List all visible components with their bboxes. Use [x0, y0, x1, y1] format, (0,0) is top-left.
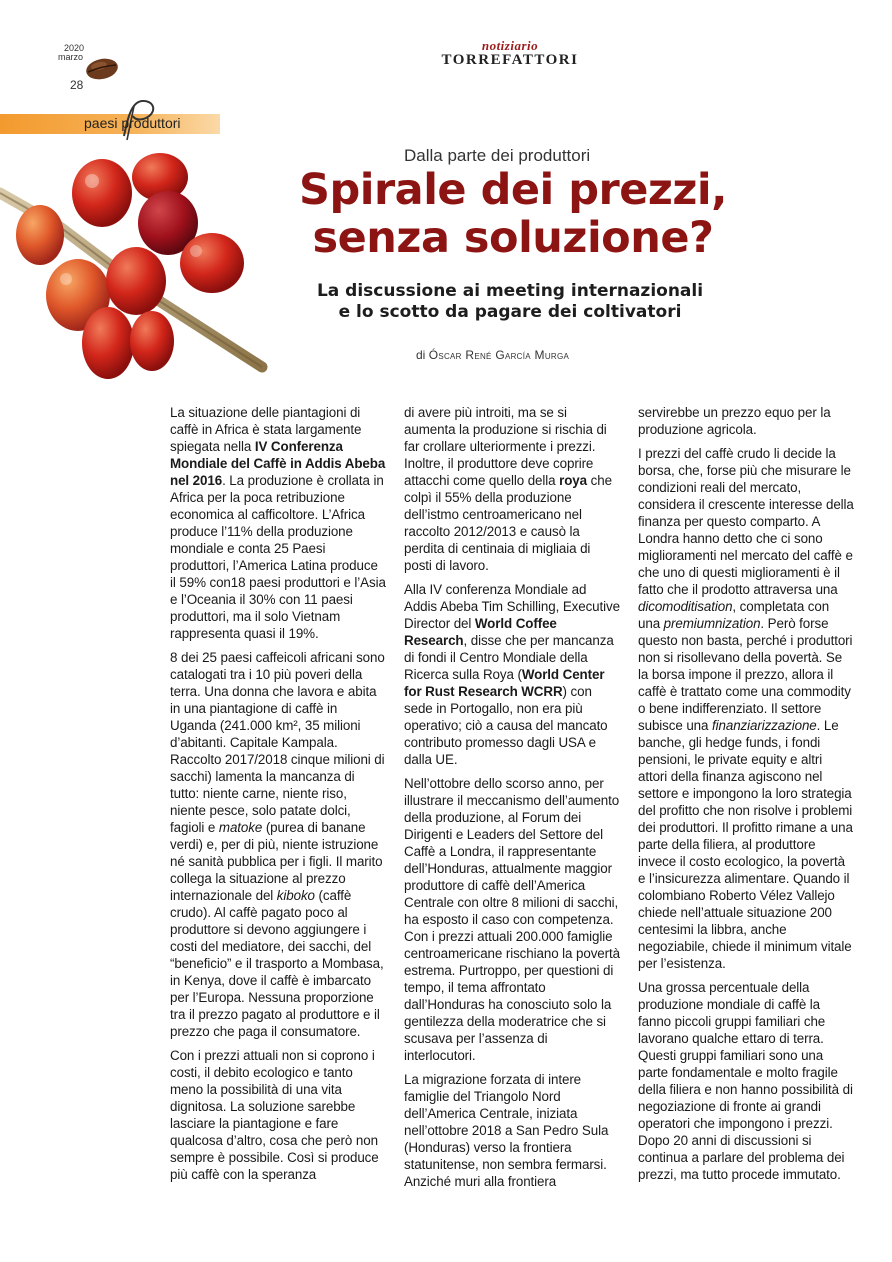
text-run: di avere più introiti, ma se si aumenta la produzione si rischia di far crollare ulteriormente i prezzi. Inoltre, il produttore deve coprire attacchi come quello della	[404, 405, 607, 488]
text-run: servirebbe un prezzo equo per la produzione agricola.	[638, 405, 831, 437]
text-run: che colpì il 55% della produzione dell’istmo centroamericano nel raccolto 2012/2013 e causò la perdita di centinaia di migliaia di posti di lavoro.	[404, 473, 612, 573]
text-run: La migrazione forzata di intere famiglie del Triangolo Nord dell’America Centrale, iniziata nell’ottobre 2018 a San Pedro Sula (Honduras) verso la frontiera statunitense, non sembra fermarsi. Anziché muri alla frontiera	[404, 1072, 609, 1189]
text-run: La situazione delle piantagioni di caffè in Africa è stata largamente spiegata nella	[170, 405, 362, 454]
text-run: (caffè crudo). Al caffè pagato poco al produttore si devono aggiungere i costi del mediatore, dei sacchi, del “beneficio” e il trasporto a Mombasa, in Kenya, dove il caffè è imbarcato per l’Europa. Nessuna proporzione tra il prezzo pagato al produttore e il prezzo che paga il consumatore.	[170, 888, 384, 1039]
text-run: Alla IV conferenza Mondiale ad Addis Abeba Tim Schilling, Executive Director del	[404, 582, 620, 631]
magazine-logo-small: notiziario	[481, 38, 539, 53]
byline-prefix: di	[416, 348, 426, 362]
bold-text: roya	[559, 473, 587, 488]
article-title	[278, 166, 748, 262]
paragraph	[404, 581, 620, 768]
article-column-2	[404, 404, 620, 1197]
article-subtitle-line1: La discussione ai meeting internazionali	[316, 281, 704, 301]
article-title-line2: senza soluzione?	[312, 213, 714, 263]
text-run: I prezzi del caffè crudo li decide la borsa, che, forse più che misurare le condizioni reali del mercato, considera il crescente interesse della finanza per questo comparto. A Londra hanno detto che ci sono miglioramenti nel mercato del caffè e che uno di questi miglioramenti è il fatto che il prodotto attraversa una	[638, 446, 854, 597]
bold-text: World Coffee Research	[404, 616, 557, 648]
section-label: paesi produttori	[84, 115, 181, 131]
italic-text: kiboko	[276, 888, 315, 903]
text-run: , disse che per mancanza di fondi il Centro Mondiale della Ricerca sulla Roya (	[404, 633, 614, 682]
text-run: (purea di banane verdi) e, per di più, niente istruzione né sanità pubblica per i figli. Il marito collega la situazione al prezzo internazionale del	[170, 820, 383, 903]
text-run: 8 dei 25 paesi caffeicoli africani sono catalogati tra i 10 più poveri della terra. Una donna che lavora e abita in una piantagione di caffè in Uganda (241.000 km², 35 milioni d’abitanti. Capitale Kampala. Raccolto 2017/2018 cinque milioni di sacchi) lamenta la mancanza di tutto: niente carne, niente riso, niente pesce, solo patate dolci, fagioli e	[170, 650, 385, 835]
magazine-logo-big: TORREFATTORI	[441, 52, 579, 68]
text-run: Una grossa percentuale della produzione mondiale di caffè la fanno piccoli gruppi familiari che lavorano qualche ettaro di terra. Questi gruppi familiari sono una parte fondamentale e molto fragile della filiera e non hanno possibilità di negoziazione di fronte ai grandi operatori che impongono i prezzi. Dopo 20 anni di discussioni si continua a parlare del problema dei prezzi, ma tutto procede immutato.	[638, 980, 853, 1182]
magazine-logo	[430, 40, 590, 68]
paragraph	[404, 1071, 620, 1190]
text-run: . Però forse questo non basta, perché i produttori non si risollevano della povertà. Se la borsa impone il prezzo, allora il caffè è trattato come una commodity o bene indifferenziato. Il settore subisce una	[638, 616, 853, 733]
article-title-line1: Spirale dei prezzi,	[298, 165, 728, 215]
paragraph	[638, 404, 854, 438]
article-column-3	[638, 404, 854, 1190]
text-run: , completata con una	[638, 599, 830, 631]
bold-text: World Center for Rust Research WCRR	[404, 667, 605, 699]
coffee-bean-logo-icon	[84, 56, 120, 82]
article-byline	[416, 348, 569, 362]
paragraph	[638, 979, 854, 1183]
text-run: . Le banche, gli hedge funds, i fondi pensioni, le private equity e altri attori della finanza agiscono nel settore e impongono la loro strategia del profitto che non risolve i problemi dei produttori. Il profitto rimane a una parte della filiera, al produttore invece il costo ecologico, la povertà e l’insicurezza alimentare. Quando il colombiano Roberto Vélez Vallejo chiede nell’attuale situazione 200 centesimi la libbra, anche negoziabile, chiede il minimum vitale per l’esistenza.	[638, 718, 853, 971]
coffee-cherries-photo	[0, 145, 300, 390]
text-run: Nell’ottobre dello scorso anno, per illustrare il meccanismo dell’aumento della produzione, al Forum dei Dirigenti e Leaders del Settore del Caffè a Londra, il rappresentante dell’Honduras, attualmente maggior produttore di caffè dell’America Centrale con oltre 8 milioni di sacchi, ha esposto il caso con competenza. Con i prezzi attuali 200.000 famiglie centroamericane rischiano la povertà estrema. Purtroppo, per questioni di tempo, il tema affrontato dall’Honduras ha conosciuto solo la gentilezza della moderatrice che si scusava per l’assenza di interlocutori.	[404, 776, 620, 1063]
italic-text: finanziarizzazione	[712, 718, 817, 733]
bold-text: IV Conferenza Mondiale del Caffè in Addis Abeba nel 2016	[170, 439, 386, 488]
text-run: ) con sede in Portogallo, non era più operativo; ciò a causa del mancato contributo promesso dagli USA e dalla UE.	[404, 684, 608, 767]
italic-text: matoke	[218, 820, 263, 835]
article-subtitle	[300, 281, 720, 323]
article-kicker: Dalla parte dei produttori	[404, 146, 591, 165]
italic-text: dicomoditisation	[638, 599, 733, 614]
article-subtitle-line2: e lo scotto da pagare dei coltivatori	[338, 302, 682, 322]
byline-author: Óscar René García Murga	[428, 348, 570, 362]
text-run: Con i prezzi attuali non si coprono i costi, il debito ecologico e tanto meno la possibilità di una vita dignitosa. La soluzione sarebbe lasciare la piantagione e fare qualcosa d’altro, cosa che però non sempre è possibile. Così si produce più caffè con la speranza	[170, 1048, 379, 1182]
paragraph	[170, 649, 386, 1040]
paragraph	[404, 775, 620, 1064]
paragraph	[638, 445, 854, 972]
text-run: . La produzione è crollata in Africa per la poca retribuzione economica al cafficoltore. L’Africa produce l’11% della produzione mondiale e conta 25 Paesi produttori, l’America Latina produce il 59% con18 paesi produttori e l’Asia e l’Oceania il 30% con 11 paesi produttori, ma il solo Vietnam rappresenta quasi il 19%.	[170, 473, 386, 641]
italic-text: premiumnization	[663, 616, 761, 631]
article-column-1	[170, 404, 386, 1190]
page-number: 28	[70, 78, 84, 92]
issue-month: marzo	[58, 52, 84, 62]
paragraph	[404, 404, 620, 574]
paragraph	[170, 404, 386, 642]
issue-year: 2020	[64, 43, 85, 53]
paragraph	[170, 1047, 386, 1183]
